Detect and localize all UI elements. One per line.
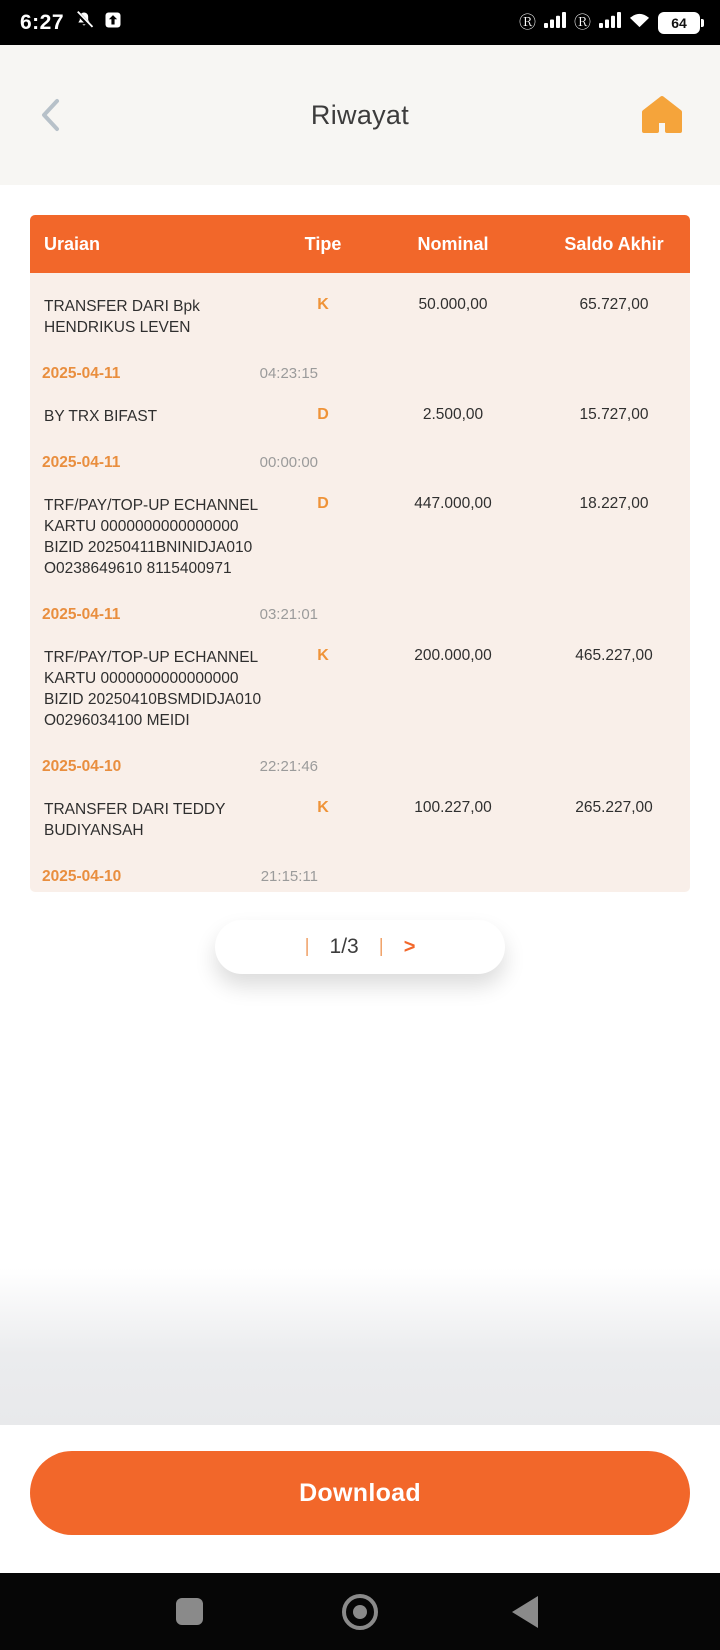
page-indicator: 1/3 — [329, 935, 359, 958]
battery-percent: 64 — [671, 14, 687, 31]
signal-icon — [544, 12, 566, 33]
row-date: 2025-04-11 — [42, 454, 121, 471]
row-date: 2025-04-10 — [42, 868, 122, 885]
table-body — [30, 273, 690, 892]
row-time: 00:00:00 — [259, 454, 318, 471]
row-balance: 18.227,00 — [579, 495, 649, 512]
row-nominal: 200.000,00 — [414, 647, 492, 664]
row-description: TRANSFER DARI Bpk HENDRIKUS LEVEN — [44, 298, 200, 336]
row-time: 22:21:46 — [259, 758, 318, 775]
row-description: TRF/PAY/TOP-UP ECHANNEL KARTU 0000000000000000 BIZID 20250410BSMDIDJA010 O0296034100 MEIDI — [44, 649, 262, 729]
column-tipe: Tipe — [304, 233, 342, 254]
row-type: D — [317, 495, 329, 512]
row-type: K — [317, 799, 329, 816]
column-nominal: Nominal — [417, 233, 489, 254]
transaction-table — [30, 215, 690, 892]
chevron-left-icon — [36, 94, 66, 136]
back-nav-icon[interactable] — [512, 1596, 538, 1628]
row-date: 2025-04-11 — [42, 606, 121, 623]
page-title: Riwayat — [310, 99, 410, 130]
row-nominal: 100.227,00 — [414, 799, 492, 816]
battery-icon — [658, 12, 700, 34]
roaming-icon: Ⓡ — [574, 13, 591, 32]
mute-bell-icon — [74, 10, 94, 35]
row-description: TRANSFER DARI TEDDY BUDIYANSAH — [44, 801, 226, 839]
row-nominal: 50.000,00 — [418, 296, 488, 313]
pagination — [215, 920, 505, 974]
pagination-separator: | — [304, 936, 310, 957]
app-header — [0, 45, 720, 185]
signal-icon — [599, 12, 621, 33]
home-nav-icon[interactable] — [342, 1594, 378, 1630]
row-nominal: 2.500,00 — [422, 406, 484, 423]
wifi-icon — [629, 12, 650, 33]
status-icons — [519, 12, 700, 34]
row-time: 03:21:01 — [259, 606, 318, 623]
row-balance: 15.727,00 — [579, 406, 649, 423]
row-nominal: 447.000,00 — [414, 495, 492, 512]
screen-share-icon — [104, 11, 122, 34]
column-saldo-akhir: Saldo Akhir — [564, 233, 664, 254]
home-icon — [640, 94, 684, 136]
table-row — [30, 472, 690, 624]
table-row — [30, 776, 690, 886]
recents-nav-icon[interactable] — [176, 1598, 203, 1625]
pagination-separator: | — [378, 936, 384, 957]
row-description: BY TRX BIFAST — [44, 408, 158, 425]
row-time: 21:15:11 — [260, 868, 318, 885]
roaming-icon: Ⓡ — [519, 13, 536, 32]
row-date: 2025-04-11 — [42, 365, 121, 382]
status-bar — [0, 0, 720, 45]
row-balance: 265.227,00 — [575, 799, 653, 816]
row-balance: 65.727,00 — [579, 296, 649, 313]
bottom-gradient — [0, 1268, 720, 1425]
android-nav-bar — [0, 1573, 720, 1650]
table-row — [30, 273, 690, 383]
row-type: D — [317, 406, 329, 423]
row-type: K — [317, 296, 329, 313]
row-time: 04:23:15 — [259, 365, 318, 382]
row-date: 2025-04-10 — [42, 758, 122, 775]
home-button[interactable] — [640, 94, 684, 136]
table-header — [30, 215, 690, 273]
column-uraian: Uraian — [44, 233, 101, 254]
row-type: K — [317, 647, 329, 664]
table-row — [30, 383, 690, 472]
table-row — [30, 624, 690, 776]
clock: 6:27 — [20, 10, 65, 34]
pagination-next-button[interactable]: > — [403, 935, 416, 958]
back-button[interactable] — [36, 94, 66, 136]
download-button[interactable]: Download — [30, 1451, 690, 1535]
row-description: TRF/PAY/TOP-UP ECHANNEL KARTU 0000000000000000 BIZID 20250411BNINIDJA010 O0238649610 8115400971 — [44, 497, 258, 577]
row-balance: 465.227,00 — [575, 647, 653, 664]
